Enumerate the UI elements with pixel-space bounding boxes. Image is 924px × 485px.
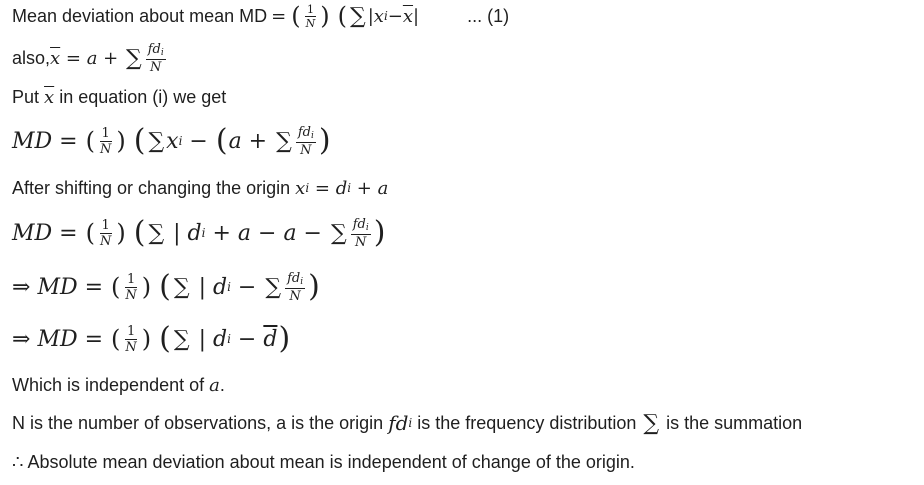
md-symbol: MD	[37, 274, 78, 300]
md-symbol: MD	[12, 220, 53, 246]
line-mean-deviation-definition: Mean deviation about mean MD = ( $\frac{1}{N}$ ) ( ∑ |x i − $\overline{x}$ | ... (1)	[12, 2, 510, 30]
summation-symbol: ∑	[125, 45, 142, 71]
summation-symbol: ∑	[276, 128, 292, 154]
summation-symbol: ∑	[173, 326, 190, 352]
line-put-xbar: Put $\overline{x}$ in equation (i) we get	[12, 86, 227, 108]
equation-reference: ... (1)	[467, 5, 510, 26]
fraction-one-over-n: $\frac{1}{N}$	[125, 323, 137, 355]
line-also-xbar: also, $\overline{x}$ = a + ∑ $\frac{fd_i}{N}$	[12, 41, 164, 75]
summation-symbol: ∑	[265, 274, 282, 300]
x-bar: $\overline{x}$	[50, 47, 61, 69]
summation-symbol: ∑	[148, 128, 165, 154]
fraction-fd-over-n: $\frac{fd_i}{N}$	[287, 270, 304, 304]
fraction-one-over-n: $\frac{1}{N}$	[305, 2, 316, 30]
line-md-equation-1: MD = ( $\frac{1}{N}$ ) ( ∑ x i − ( a + ∑ $\frac{fd_i}{N}$ )	[12, 123, 331, 158]
line-definitions: N is the number of observations, a is the origin fd i is the frequency distribution ∑ is the summation	[12, 410, 803, 436]
summation-symbol: ∑	[350, 3, 366, 29]
equals: =	[271, 5, 287, 27]
x-bar: $\overline{x}$	[44, 86, 55, 108]
line-md-equation-2: MD = ( $\frac{1}{N}$ ) ( ∑ | d i + a − a − ∑ $\frac{fd_i}{N}$ )	[12, 215, 386, 250]
line-md-equation-4: ⇒ MD = ( $\frac{1}{N}$ ) ( ∑ | d i − $\overline{d}$ )	[12, 321, 291, 356]
paren-close: )	[320, 2, 330, 30]
line-independent-of-a: Which is independent of a .	[12, 374, 225, 396]
fraction-fd-over-n: $\frac{fd_i}{N}$	[147, 41, 164, 75]
line-conclusion: ∴ Absolute mean deviation about mean is independent of change of the origin.	[12, 451, 635, 473]
summation-symbol: ∑	[148, 220, 165, 246]
md-symbol: MD	[12, 128, 53, 154]
summation-symbol: ∑	[643, 410, 660, 436]
text: Mean deviation about mean MD	[12, 5, 268, 26]
paren-open: (	[337, 2, 347, 30]
d-bar: $\overline{d}$	[263, 326, 278, 352]
fraction-one-over-n: $\frac{1}{N}$	[125, 271, 137, 303]
implies-arrow: ⇒	[12, 274, 38, 300]
implies-arrow: ⇒	[12, 326, 38, 352]
fraction-fd-over-n: $\frac{fd_i}{N}$	[297, 124, 314, 158]
abs-x: |x	[367, 5, 384, 27]
fraction-fd-over-n: $\frac{fd_i}{N}$	[352, 216, 369, 250]
therefore-symbol: ∴	[12, 451, 24, 473]
paren-open: (	[291, 2, 301, 30]
fraction-one-over-n: $\frac{1}{N}$	[99, 125, 112, 157]
summation-symbol: ∑	[330, 220, 347, 246]
line-md-equation-3: ⇒ MD = ( $\frac{1}{N}$ ) ( ∑ | d i − ∑ $\frac{fd_i}{N}$ )	[12, 269, 320, 304]
x-bar: $\overline{x}$	[402, 5, 414, 27]
md-symbol: MD	[37, 326, 78, 352]
summation-symbol: ∑	[173, 274, 190, 300]
fraction-one-over-n: $\frac{1}{N}$	[99, 217, 112, 249]
line-shifting-origin: After shifting or changing the origin x i = d i + a	[12, 177, 389, 199]
